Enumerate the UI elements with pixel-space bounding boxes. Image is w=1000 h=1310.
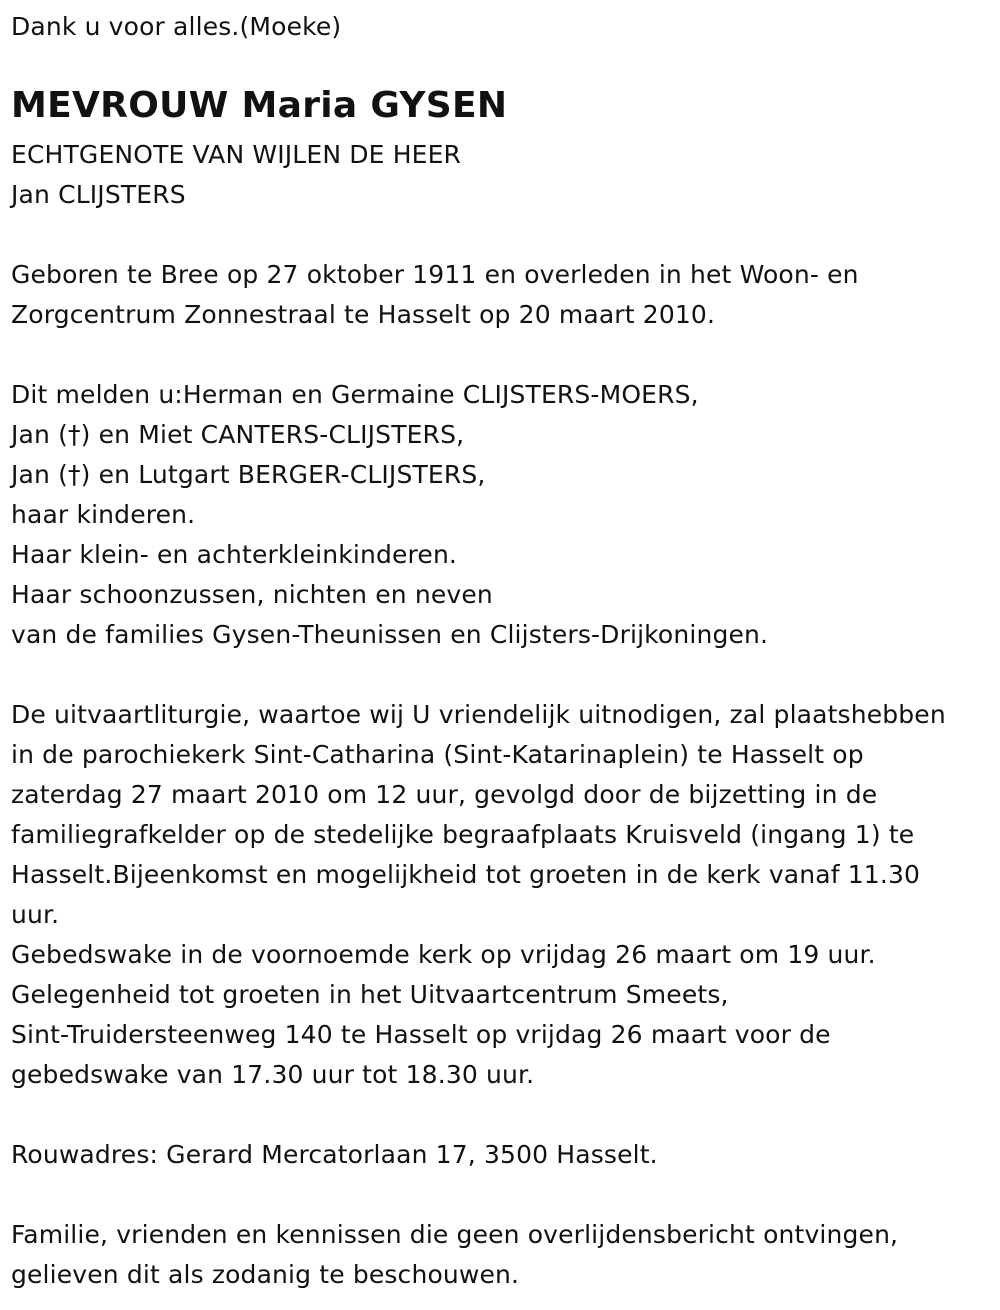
funeral-line: Hasselt.Bijeenkomst en mogelijkheid tot groeten in de kerk vanaf 11.30 [11,860,921,889]
family-line: Dit melden u:Herman en Germaine CLIJSTERS-MOERS, [11,380,699,409]
funeral-line: uur. [11,900,60,929]
birth-death-line-2: Zorgcentrum Zonnestraal te Hasselt op 20 maart 2010. [11,300,716,329]
deceased-name: MEVROUW Maria GYSEN [11,85,508,126]
funeral-line: gebedswake van 17.30 uur tot 18.30 uur. [11,1060,535,1089]
family-line: Haar schoonzussen, nichten en neven [11,580,493,609]
funeral-line: Gelegenheid tot groeten in het Uitvaartcentrum Smeets, [11,980,729,1009]
family-line: haar kinderen. [11,500,196,529]
closing-line-2: gelieven dit als zodanig te beschouwen. [11,1260,520,1289]
funeral-line: Sint-Truidersteenweg 140 te Hasselt op vrijdag 26 maart voor de [11,1020,831,1049]
funeral-line: familiegrafkelder op de stedelijke begraafplaats Kruisveld (ingang 1) te [11,820,915,849]
birth-death-line-1: Geboren te Bree op 27 oktober 1911 en overleden in het Woon- en [11,260,859,289]
funeral-line: zaterdag 27 maart 2010 om 12 uur, gevolgd door de bijzetting in de [11,780,878,809]
funeral-line: De uitvaartliturgie, waartoe wij U vriendelijk uitnodigen, zal plaatshebben [11,700,946,729]
spouse-line-1: ECHTGENOTE VAN WIJLEN DE HEER [11,140,462,169]
family-line: Haar klein- en achterkleinkinderen. [11,540,458,569]
family-line: Jan (†) en Lutgart BERGER-CLIJSTERS, [11,460,486,489]
spouse-line-2: Jan CLIJSTERS [11,180,186,209]
mourning-address: Rouwadres: Gerard Mercatorlaan 17, 3500 Hasselt. [11,1140,658,1169]
funeral-line: in de parochiekerk Sint-Catharina (Sint-Katarinaplein) te Hasselt op [11,740,864,769]
family-line: Jan (†) en Miet CANTERS-CLIJSTERS, [11,420,465,449]
family-line: van de families Gysen-Theunissen en Clijsters-Drijkoningen. [11,620,769,649]
closing-line-1: Familie, vrienden en kennissen die geen overlijdensbericht ontvingen, [11,1220,899,1249]
funeral-line: Gebedswake in de voornoemde kerk op vrijdag 26 maart om 19 uur. [11,940,876,969]
dedication: Dank u voor alles.(Moeke) [11,12,342,41]
